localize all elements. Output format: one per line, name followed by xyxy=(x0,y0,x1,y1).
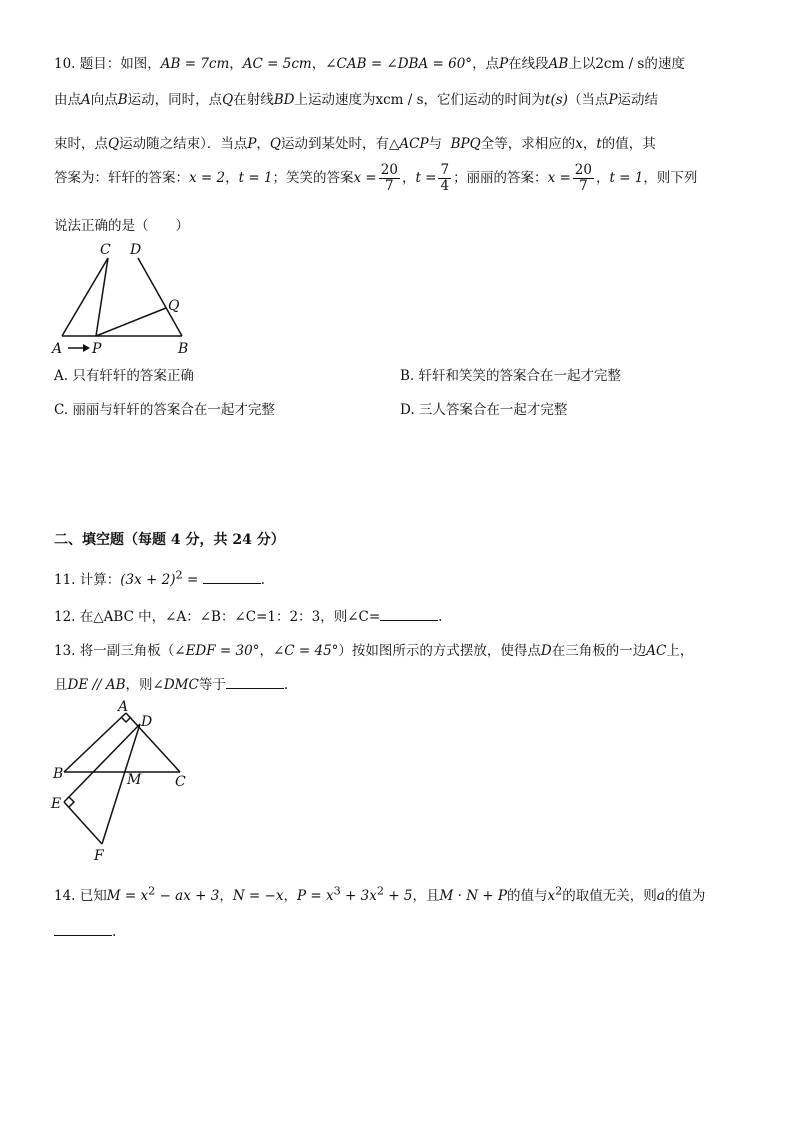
q10-line-1: 10. 题目：如图，AB = 7cm，AC = 5cm，∠CAB = ∠DBA = 60°，点P在线段AB上以2cm / s的速度 xyxy=(54,56,685,72)
right-angle-mark-A xyxy=(121,717,131,722)
segment-PQ xyxy=(96,308,166,336)
segment-AC xyxy=(62,258,108,336)
label-F: F xyxy=(94,848,104,864)
label-A: A xyxy=(118,699,129,715)
section-2-title: 二、填空题（每题 4 分，共 24 分） xyxy=(54,532,285,548)
label-E: E xyxy=(51,796,62,812)
label-C: C xyxy=(100,242,111,258)
label-C: C xyxy=(175,774,186,790)
q13-figure xyxy=(48,698,198,866)
option-B[interactable]: B. 轩轩和笑笑的答案合在一起才完整 xyxy=(400,368,622,384)
label-B: B xyxy=(53,766,64,782)
label-Q: Q xyxy=(168,298,180,314)
label-P: P xyxy=(92,341,102,357)
q13-line-2: 且DE // AB，则∠DMC等于 . xyxy=(54,677,289,693)
answer-blank[interactable] xyxy=(54,934,112,936)
segment-EF xyxy=(64,802,102,844)
label-D: D xyxy=(130,242,142,258)
fraction-7-4: $\frac{7}{4}$ xyxy=(440,162,450,194)
q13-line-1: 13. 将一副三角板（∠EDF = 30°，∠C = 45°）按如图所示的方式摆放，使得点D在三角板的一边AC上， xyxy=(54,643,694,659)
q14-line-2: . xyxy=(54,924,116,940)
segment-AB xyxy=(64,713,126,772)
answer-blank[interactable] xyxy=(380,619,438,621)
label-D: D xyxy=(141,714,153,730)
q11: 11. 计算：$(3x + 2)^2$ = . xyxy=(54,568,265,588)
arrow-head-icon xyxy=(83,344,90,352)
option-A[interactable]: A. 只有轩轩的答案正确 xyxy=(54,368,194,384)
q10-line-3: 束时，点Q运动随之结束）．当点P，Q运动到某处时，有△ACP与 BPQ全等，求相应的x，t的值，其 xyxy=(54,136,656,152)
q14-line-1: 14. 已知$M = x^2$ − ax + 3，N = −x，$P = x^3 + 3x^2 + 5$，且M · N + P的值与$x^2$的取值无关，则a的值为 xyxy=(54,884,706,904)
fraction-20-7-b: $\frac{20}{7}$ xyxy=(574,162,592,194)
q10-line-4: 答案为：轩轩的答案：x = 2，t = 1；笑笑的答案x = $\frac{20}{7}$ ，t = $\frac{7}{4}$ ；丽丽的答案：x = $\frac{20}{7}$ ，t = 1，则下列 xyxy=(54,162,698,194)
fraction-20-7: $\frac{20}{7}$ xyxy=(380,162,398,194)
segment-BD xyxy=(138,258,182,336)
q10-line-5: 说法正确的是（ ） xyxy=(54,218,189,234)
option-D[interactable]: D. 三人答案合在一起才完整 xyxy=(400,402,568,418)
label-M: M xyxy=(127,772,142,788)
option-C[interactable]: C. 丽丽与轩轩的答案合在一起才完整 xyxy=(54,402,275,418)
label-A: A xyxy=(52,341,63,357)
label-B: B xyxy=(178,341,189,357)
q10-line-2: 由点A向点B运动，同时，点Q在射线BD上运动速度为xcm / s，它们运动的时间为t(s)（当点P运动结 xyxy=(54,92,659,108)
q10-figure xyxy=(50,238,210,360)
q12: 12. 在△ABC 中，∠A：∠B：∠C=1：2：3，则∠C= . xyxy=(54,609,443,625)
segment-CP xyxy=(96,258,108,336)
answer-blank[interactable] xyxy=(203,582,261,584)
right-angle-mark-E xyxy=(69,797,74,807)
answer-blank[interactable] xyxy=(226,687,284,689)
